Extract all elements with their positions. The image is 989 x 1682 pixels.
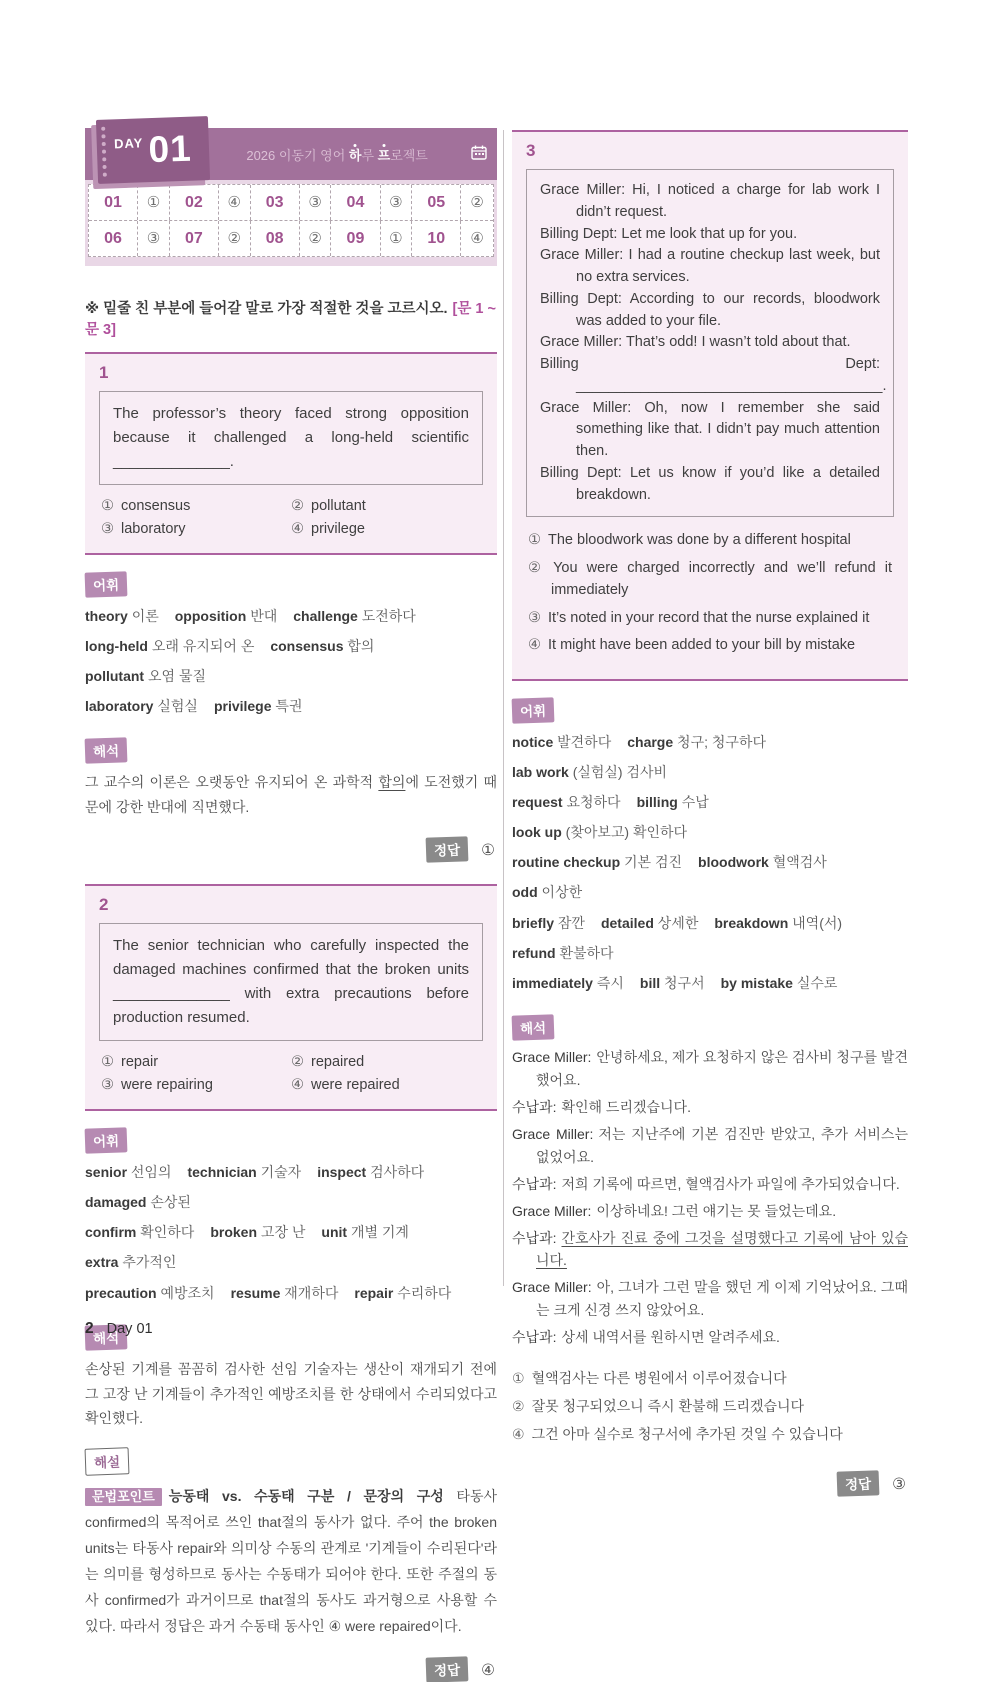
vocab-item — [512, 757, 667, 787]
q1-translation — [85, 770, 497, 820]
speaker-text: 저희 기록에 따르면, 혈액검사가 파일에 추가되었습니다. — [561, 1175, 900, 1192]
vocab-item — [210, 1217, 305, 1247]
instruction-range: [문 1 ~ 문 3] — [85, 301, 496, 338]
dialogue-line: Billing Dept: Let us know if you’d like a detailed breakdown. — [540, 464, 880, 503]
series-title — [246, 128, 487, 180]
vocab-item — [512, 787, 621, 817]
q3-translation-lines — [512, 1046, 908, 1349]
vocab-item — [512, 817, 687, 847]
option-text: consensus — [121, 498, 191, 514]
speaker-text: 저는 지난주에 기본 검진만 받았고, 추가 서비스는 없었어요. — [536, 1125, 908, 1165]
vocab-meaning: 예방조치 — [160, 1284, 215, 1301]
vocab-meaning: 재개하다 — [284, 1284, 339, 1301]
vocab-meaning: 오래 유지되어 온 — [151, 638, 255, 655]
vocab-line — [85, 631, 497, 691]
vocab-line — [85, 601, 497, 631]
vocab-line — [512, 908, 908, 968]
option-item — [291, 1054, 481, 1070]
vocab-meaning: 청구; 청구하다 — [677, 734, 766, 750]
question-number: 2 — [99, 895, 109, 915]
instruction-line — [85, 297, 497, 339]
vocab-item — [512, 877, 582, 907]
vocab-meaning: (실험실) 검사비 — [572, 764, 668, 781]
vocab-line — [85, 1278, 497, 1308]
vocab-line — [512, 847, 908, 907]
vocab-lines — [85, 1157, 497, 1307]
vocab-meaning: 반대 — [250, 608, 278, 624]
vocab-item — [85, 601, 159, 631]
question-1-panel — [85, 352, 497, 555]
vocab-meaning: 내역(서) — [792, 914, 843, 931]
grammar-point-badge: 문법포인트 — [85, 1488, 162, 1506]
vocab-meaning: 기본 검진 — [624, 854, 683, 871]
option-text: It’s noted in your record that the nurse explained it — [548, 609, 870, 626]
answer-mark-cell: ④ — [219, 185, 251, 220]
vocab-meaning: 잠깐 — [557, 914, 585, 931]
option-number: ④ — [512, 1426, 525, 1443]
speaker-name: Grace Miller: — [512, 1279, 592, 1296]
vocab-item — [512, 847, 682, 877]
vocab-badge: 어휘 — [85, 571, 128, 597]
vocab-word: notice — [512, 734, 554, 750]
vocab-line — [85, 1157, 497, 1217]
vocab-word: inspect — [317, 1164, 367, 1181]
q1-translation-section — [85, 738, 497, 820]
answer-key-row — [89, 185, 493, 221]
vocab-word: repair — [354, 1284, 394, 1301]
vocab-meaning: 개별 기계 — [350, 1224, 409, 1241]
vocab-item — [85, 1157, 171, 1187]
option-item — [291, 521, 481, 537]
answer-mark-cell: ② — [219, 221, 251, 256]
vocab-word: privilege — [213, 698, 272, 715]
vocab-meaning: 확인하다 — [140, 1224, 195, 1241]
vocab-item — [512, 938, 614, 968]
vocab-item — [270, 631, 374, 661]
translation-post: 에 도전했기 때문에 강한 반대에 직면했다. — [85, 774, 497, 816]
translation-underlined: 합의 — [378, 774, 406, 791]
vocab-lines — [512, 727, 908, 998]
question-number: 3 — [526, 141, 536, 160]
speaker-text: 안녕하세요, 제가 요청하지 않은 검사비 청구를 발견했어요. — [536, 1048, 908, 1088]
vocab-word: detailed — [600, 914, 654, 931]
vocab-item — [512, 968, 624, 998]
vocab-word: technician — [187, 1164, 257, 1181]
dialogue-line: Grace Miller: Oh, now I remember she said something like that. I didn’t pay much attention then. — [540, 399, 880, 459]
vocab-meaning: 고장 난 — [260, 1224, 306, 1241]
vocab-word: bloodwork — [698, 854, 769, 871]
option-text: privilege — [311, 521, 365, 537]
speaker-name: 수납과: — [512, 1175, 557, 1192]
option-item — [528, 530, 892, 552]
vocab-meaning: 추가적인 — [122, 1254, 177, 1271]
option-number: ③ — [101, 521, 114, 537]
series-title-text — [246, 145, 428, 164]
vocab-item — [601, 908, 698, 938]
speaker-text: 확인해 드리겠습니다. — [561, 1098, 691, 1115]
vocab-word: charge — [627, 734, 674, 750]
vocab-meaning: 즉시 — [596, 974, 624, 991]
vocab-word: immediately — [512, 974, 593, 991]
translation-badge: 해석 — [85, 1324, 128, 1350]
option-item — [101, 1054, 291, 1070]
vocab-line — [512, 727, 908, 787]
translation-line — [512, 1227, 908, 1273]
vocab-word: briefly — [512, 914, 555, 931]
vocab-meaning: 상세한 — [657, 914, 699, 931]
vocab-word: resume — [230, 1284, 281, 1301]
vocab-meaning: 청구서 — [664, 974, 705, 991]
vocab-word: laboratory — [85, 698, 154, 715]
q1-vocab-section — [85, 572, 497, 721]
vocab-meaning: 수리하다 — [397, 1284, 452, 1301]
vocab-item — [85, 1247, 176, 1277]
translation-line — [512, 1096, 908, 1119]
series-title-part: 프 — [377, 147, 391, 163]
option-number: ④ — [528, 637, 541, 654]
option-text: You were charged incorrectly and we’ll refund it immediately — [551, 560, 893, 598]
q3-option-translations — [512, 1368, 908, 1445]
grammar-point-title: 능동태 vs. 수동태 구분 / 문장의 구성 — [168, 1488, 444, 1505]
option-number: ④ — [291, 521, 304, 537]
answer-mark-cell: ③ — [300, 185, 332, 220]
vocab-word: lab work — [512, 764, 569, 781]
question-number-cell: 03 — [251, 185, 300, 220]
speaker-name: 수납과: — [512, 1098, 557, 1115]
translation-line — [512, 1173, 908, 1196]
vocab-word: routine checkup — [512, 854, 621, 871]
question-number-cell: 01 — [89, 185, 138, 220]
answer-mark-cell: ③ — [138, 221, 170, 256]
option-item — [291, 1077, 481, 1093]
answer-key-table — [88, 184, 494, 257]
vocab-meaning: (찾아보고) 확인하다 — [565, 824, 688, 841]
vocab-word: by mistake — [720, 974, 793, 991]
vocab-item — [85, 1278, 215, 1308]
option-translation-item — [512, 1368, 908, 1389]
question-1-options — [99, 498, 483, 537]
q3-vocab-section — [512, 698, 908, 998]
speaker-name: Grace Miller: — [512, 1048, 592, 1065]
answer-number: ④ — [481, 1661, 495, 1679]
q1-answer-row — [85, 837, 497, 862]
instruction-text: ※ 밑줄 친 부분에 들어갈 말로 가장 적절한 것을 고르시오. — [85, 301, 448, 317]
q2-answer-row — [85, 1657, 497, 1682]
vocab-item — [354, 1278, 451, 1308]
answer-number: ③ — [892, 1476, 906, 1494]
vocab-meaning: 실험실 — [157, 698, 198, 715]
option-text: repair — [121, 1054, 159, 1071]
option-number: ③ — [101, 1077, 114, 1094]
vocab-meaning: 발견하다 — [557, 734, 612, 750]
question-3-options — [526, 530, 894, 657]
option-number: ① — [101, 498, 114, 514]
vocab-meaning: 합의 — [347, 638, 375, 655]
vocab-item — [637, 787, 709, 817]
answer-key-band — [85, 180, 497, 266]
q2-translation: 손상된 기계를 꼼꼼히 검사한 선임 기술자는 생산이 재개되기 전에 그 고장 난 기계들이 추가적인 예방조치를 한 상태에서 수리되었다고 확인했다. — [85, 1360, 497, 1427]
vocab-word: extra — [85, 1254, 119, 1271]
vocab-word: broken — [210, 1224, 258, 1241]
speaker-text: 아, 그녀가 그런 말을 했던 게 이제 기억났어요. 그때는 크게 신경 쓰지 않았어요. — [536, 1279, 908, 1319]
option-item — [528, 608, 892, 630]
question-number-cell: 06 — [89, 221, 138, 256]
answer-mark-cell: ① — [381, 221, 413, 256]
speaker-text: 간호사가 진료 중에 그것을 설명했다고 기록에 남아 있습니다. — [536, 1229, 908, 1269]
vocab-item — [231, 1278, 339, 1308]
option-number: ① — [528, 532, 541, 549]
vocab-meaning: 도전하다 — [361, 608, 416, 624]
vocab-line — [85, 691, 497, 721]
vocab-meaning: 기술자 — [260, 1164, 302, 1181]
series-title-part: 로젝트 — [390, 147, 428, 163]
vocab-lines — [85, 601, 497, 721]
calendar-icon — [435, 130, 487, 178]
translation-pre: 그 교수의 이론은 오랫동안 유지되어 온 과학적 — [85, 774, 379, 791]
vocab-meaning: 요청하다 — [566, 794, 621, 811]
speaker-text: 상세 내역서를 원하시면 알려주세요. — [561, 1329, 780, 1346]
option-number: ① — [101, 1054, 114, 1071]
option-number: ② — [291, 498, 304, 514]
day-header — [85, 128, 497, 180]
option-item — [528, 558, 892, 602]
vocab-item — [321, 1217, 409, 1247]
dialogue-line: Grace Miller: Hi, I noticed a charge for lab work I didn’t request. — [540, 182, 880, 220]
option-number: ① — [512, 1370, 525, 1387]
vocab-item — [85, 1217, 194, 1247]
vocab-meaning: 검사하다 — [370, 1164, 425, 1181]
vocab-word: confirm — [85, 1224, 137, 1241]
option-translation-item — [512, 1396, 908, 1417]
vocab-word: precaution — [85, 1284, 157, 1301]
vocab-item — [85, 691, 198, 721]
vocab-word: odd — [512, 884, 538, 901]
q3-answer-row — [512, 1471, 908, 1496]
vocab-item — [175, 601, 278, 631]
vocab-line — [85, 1217, 497, 1277]
option-translation-item — [512, 1424, 908, 1445]
vocab-line — [512, 968, 908, 998]
question-2-panel — [85, 884, 497, 1111]
q3-translation-section — [512, 1015, 908, 1349]
answer-number: ① — [481, 842, 495, 860]
answer-mark-cell: ④ — [470, 230, 484, 247]
vocab-word: look up — [512, 824, 562, 841]
translation-line — [512, 1276, 908, 1322]
question-2-options — [99, 1054, 483, 1093]
vocab-word: request — [512, 794, 563, 811]
vocab-item — [721, 968, 838, 998]
vocab-item — [512, 908, 585, 938]
vocab-badge: 어휘 — [85, 1127, 128, 1153]
grammar-point-text: 타동사 confirmed의 목적어로 쓰인 that절의 동사가 없다. 주어 the broken units는 타동사 repair와 의미상 수동의 관계로 '기계들이 수리된다'라는 의미를 형성하므로 동사는 수동태가 되어야 한다. 또한 주절의 동사 confirmed가 과거이므로 that절의 동사도 과거형으로 사용할 수 있다. 따라서 정답은 과거 수동태 동사인 ④ were repaired이다. — [85, 1488, 497, 1634]
translation-line — [512, 1200, 908, 1223]
option-number: ④ — [291, 1077, 304, 1094]
vocab-item — [512, 727, 611, 757]
day-label: DAY — [113, 134, 144, 151]
vocab-word: challenge — [293, 608, 358, 624]
speaker-name: 수납과: — [512, 1329, 557, 1346]
option-text: laboratory — [121, 521, 186, 537]
vocab-meaning: 이론 — [131, 608, 159, 624]
option-text: repaired — [311, 1054, 365, 1071]
vocab-word: opposition — [174, 608, 247, 624]
translation-line — [512, 1046, 908, 1092]
dialogue-line: Grace Miller: I had a routine checkup last week, but no extra services. — [540, 247, 880, 285]
vocab-word: billing — [636, 794, 678, 811]
vocab-item — [698, 847, 827, 877]
dialogue-line: Billing Dept: Let me look that up for you. — [540, 225, 798, 242]
answer-mark-cell: ② — [300, 221, 332, 256]
vocab-word: consensus — [270, 638, 344, 655]
translation-line — [512, 1123, 908, 1169]
question-number: 1 — [99, 363, 109, 382]
answer-mark-cell: ③ — [381, 185, 413, 220]
speaker-text: 이상하네요! 그런 얘기는 못 들었는데요. — [596, 1202, 837, 1219]
vocab-item — [85, 661, 206, 691]
option-text: were repaired — [311, 1077, 400, 1094]
option-translation-text: 그건 아마 실수로 청구서에 추가된 것일 수 있습니다 — [531, 1426, 843, 1443]
vocab-meaning: 손상된 — [150, 1194, 191, 1211]
vocab-word: refund — [512, 944, 556, 961]
vocab-word: damaged — [85, 1194, 147, 1211]
option-text: pollutant — [311, 498, 366, 514]
right-column — [512, 128, 908, 1496]
vocab-meaning: 실수로 — [796, 974, 838, 991]
question-3-dialogue — [526, 169, 894, 517]
question-number-cell: 07 — [170, 221, 219, 256]
option-number: ② — [512, 1398, 525, 1415]
vocab-meaning: 수납 — [681, 794, 709, 811]
vocab-item — [714, 908, 842, 938]
vocab-word: pollutant — [85, 668, 145, 685]
vocab-item — [187, 1157, 301, 1187]
option-item — [101, 498, 291, 514]
option-item — [291, 498, 481, 514]
option-text: It might have been added to your bill by mistake — [548, 637, 856, 654]
dialogue-line: Grace Miller: That’s odd! I wasn’t told about that. — [540, 334, 851, 351]
option-number: ③ — [528, 609, 541, 626]
answer-mark-cell: ① — [138, 185, 170, 220]
footer-day-label: Day 01 — [106, 1321, 153, 1337]
answer-key-row — [89, 221, 493, 256]
vocab-word: theory — [85, 608, 128, 624]
vocab-item — [214, 691, 303, 721]
option-item — [101, 521, 291, 537]
option-number: ② — [291, 1054, 304, 1071]
option-item — [101, 1077, 291, 1093]
option-text: The bloodwork was done by a different hospital — [548, 532, 851, 549]
vocab-badge: 어휘 — [512, 697, 555, 723]
vocab-item — [293, 601, 416, 631]
answer-badge: 정답 — [836, 1471, 879, 1497]
question-2-passage: The senior technician who carefully inspected the damaged machines confirmed that the broken units ______________ with extra precautions before production resumed. — [99, 923, 483, 1041]
explanation-badge: 해설 — [85, 1448, 130, 1477]
vocab-word: senior — [85, 1164, 128, 1181]
answer-mark-cell: ② — [470, 194, 484, 211]
left-column — [85, 128, 497, 1682]
option-translation-text: 잘못 청구되었으니 즉시 환불해 드리겠습니다 — [531, 1398, 805, 1415]
vocab-meaning: 혈액검사 — [772, 854, 827, 871]
day-ticket-badge — [96, 116, 210, 184]
vocab-item — [317, 1157, 424, 1187]
translation-line — [512, 1326, 908, 1349]
dialogue-line: Billing Dept: According to our records, bloodwork was added to your file. — [540, 290, 880, 329]
question-1-passage: The professor’s theory faced strong opposition because it challenged a long-held scientific ______________. — [99, 391, 483, 485]
vocab-item — [85, 1187, 191, 1217]
vocab-item — [85, 631, 254, 661]
vocab-word: bill — [639, 974, 661, 991]
option-number: ② — [528, 560, 547, 576]
dialogue-line: Billing Dept: ______________________________________. — [540, 356, 887, 394]
answer-badge: 정답 — [425, 1656, 468, 1682]
speaker-name: Grace Miller: — [512, 1202, 592, 1219]
question-number-cell: 05 — [412, 185, 461, 220]
question-number-cell: 02 — [170, 185, 219, 220]
series-title-part: 하 — [348, 147, 362, 163]
vocab-item — [640, 968, 705, 998]
q2-explanation — [85, 1484, 497, 1639]
question-number-cell: 10 — [412, 221, 461, 256]
vocab-item — [627, 727, 766, 757]
vocab-meaning: 환불하다 — [559, 944, 614, 961]
question-number-cell: 04 — [331, 185, 380, 220]
vocab-meaning: 특권 — [275, 698, 303, 715]
series-title-part: 2026 이동기 영어 — [246, 147, 349, 163]
question-number-cell: 08 — [251, 221, 300, 256]
q2-vocab-section — [85, 1128, 497, 1307]
vocab-word: unit — [321, 1224, 348, 1241]
question-3-panel — [512, 130, 908, 681]
page-number: 2 — [85, 1320, 94, 1337]
vocab-word: long-held — [85, 638, 148, 655]
vocab-line — [512, 787, 908, 847]
option-item — [528, 635, 892, 657]
translation-badge: 해석 — [512, 1014, 555, 1040]
series-title-part: 루 — [361, 147, 378, 163]
vocab-meaning: 선임의 — [130, 1164, 172, 1181]
column-divider — [503, 130, 504, 1286]
translation-badge: 해석 — [85, 738, 128, 764]
option-translation-text: 혈액검사는 다른 병원에서 이루어졌습니다 — [531, 1370, 787, 1387]
speaker-name: 수납과: — [512, 1229, 557, 1246]
page-footer — [85, 1320, 153, 1338]
vocab-meaning: 오염 물질 — [148, 668, 206, 685]
day-number: 01 — [147, 127, 193, 171]
speaker-name: Grace Miller: — [512, 1125, 594, 1142]
vocab-meaning: 이상한 — [541, 884, 583, 901]
question-number-cell: 09 — [331, 221, 380, 256]
q2-translation-section — [85, 1325, 497, 1432]
vocab-word: breakdown — [714, 914, 789, 931]
q2-explanation-section — [85, 1448, 497, 1639]
answer-badge: 정답 — [425, 836, 468, 862]
option-text: were repairing — [121, 1077, 213, 1094]
